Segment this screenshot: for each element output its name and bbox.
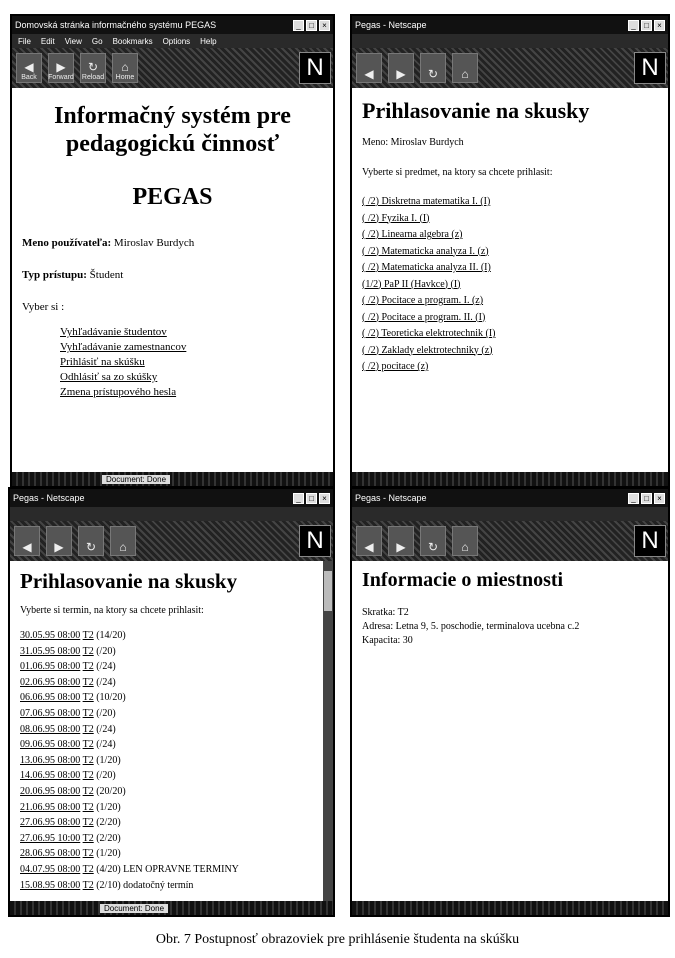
menu-go[interactable]: Go [91, 36, 103, 46]
minimize-button[interactable]: _ [293, 20, 304, 31]
room-link[interactable]: T2 [82, 692, 94, 704]
term-info: (2/20) [96, 832, 121, 844]
forward-label: Forward [48, 74, 74, 81]
page-title: Prihlasovanie na skusky [362, 98, 590, 123]
status-bar [12, 472, 333, 486]
menu-bar [352, 507, 668, 521]
link-unregister-exam[interactable]: Odhlásiť sa zo skúšky [60, 371, 158, 383]
term-date-link[interactable]: 04.07.95 08:00 [20, 863, 81, 875]
back-arrow-icon: ◀ [22, 540, 32, 554]
title-bar [352, 489, 668, 507]
back-button[interactable] [14, 526, 40, 556]
link-search-students[interactable]: Vyhľadávanie študentov [60, 326, 167, 338]
home-button[interactable] [112, 53, 138, 83]
home-icon: ⌂ [461, 67, 469, 81]
room-link[interactable]: T2 [82, 785, 94, 797]
netscape-logo-icon: N [634, 52, 666, 84]
close-button[interactable]: × [319, 20, 330, 31]
term-info: (/20) [96, 645, 116, 657]
page-content [12, 88, 333, 408]
forward-arrow-icon: ▶ [396, 540, 406, 554]
menu-bookmarks[interactable]: Bookmarks [112, 36, 153, 46]
list-item [20, 675, 323, 691]
status-text: Document: Done [102, 475, 170, 484]
maximize-button[interactable]: □ [306, 20, 317, 31]
page-title: Informačný systém pre pedagogickú činnosť [54, 103, 291, 157]
subject-list [362, 194, 658, 376]
close-button[interactable]: × [654, 20, 665, 31]
list-item [20, 644, 323, 660]
forward-button[interactable] [388, 526, 414, 556]
minimize-button[interactable]: _ [628, 493, 639, 504]
page-title: Prihlasovanie na skusky [20, 569, 238, 593]
title-bar [12, 16, 333, 34]
term-date-link[interactable]: 30.05.95 08:00 [20, 630, 81, 641]
term-info: (14/20) [96, 630, 126, 641]
room-link[interactable]: T2 [82, 801, 94, 813]
forward-arrow-icon: ▶ [56, 60, 66, 74]
toolbar [12, 48, 333, 88]
home-button[interactable] [452, 526, 478, 556]
home-icon: ⌂ [461, 540, 469, 554]
subject-prompt: Vyberte si predmet, na ktory sa chcete prihlasit: [362, 167, 553, 178]
status-bar [352, 472, 668, 486]
subject-link[interactable]: ( /2) Matematicka analyza I. (z) [362, 245, 489, 257]
subject-link[interactable]: ( /2) Diskretna matematika I. (I) [362, 196, 491, 207]
list-item [20, 737, 323, 753]
subject-link[interactable]: (1/2) PaP II (Havkce) (I) [362, 278, 461, 290]
term-info: (1/20) [96, 848, 121, 860]
maximize-button[interactable]: □ [306, 493, 317, 504]
list-item [20, 722, 323, 738]
room-link[interactable]: T2 [82, 707, 94, 719]
room-link[interactable]: T2 [82, 754, 94, 766]
reload-label: Reload [81, 74, 105, 81]
list-item [20, 753, 323, 769]
link-register-exam[interactable]: Prihlásiť na skúšku [60, 356, 145, 368]
term-date-link[interactable]: 08.06.95 08:00 [20, 723, 81, 735]
back-arrow-icon: ◀ [364, 540, 374, 554]
status-bar [10, 901, 333, 915]
term-info: (2/10) dodatočný termín [96, 879, 194, 891]
list-item [20, 800, 323, 816]
room-link[interactable]: T2 [82, 661, 94, 673]
list-item [20, 862, 323, 878]
term-info: (/24) [96, 661, 116, 673]
home-label: Home [115, 74, 135, 81]
menu-file[interactable]: File [18, 36, 31, 46]
home-button[interactable] [452, 53, 478, 83]
minimize-button[interactable]: _ [628, 20, 639, 31]
back-arrow-icon: ◀ [24, 60, 34, 74]
access-value: Študent [89, 269, 124, 281]
window-room-info [350, 487, 670, 917]
room-link[interactable]: T2 [82, 832, 94, 844]
term-prompt: Vyberte si termin, na ktory sa chcete prihlasit: [20, 605, 204, 616]
room-capacity: Kapacita: 30 [362, 635, 413, 646]
reload-icon: ↻ [85, 540, 97, 554]
list-item [20, 706, 323, 722]
title-bar [10, 489, 333, 507]
term-date-link[interactable]: 28.06.95 08:00 [20, 848, 81, 860]
term-info: (1/20) [96, 801, 121, 813]
room-link[interactable]: T2 [82, 863, 94, 875]
term-date-link[interactable]: 14.06.95 08:00 [20, 770, 81, 782]
list-item [20, 784, 323, 800]
room-abbrev: Skratka: T2 [362, 607, 409, 618]
home-icon: ⌂ [121, 60, 129, 74]
subject-link[interactable]: ( /2) Pocitace a program. II. (I) [362, 311, 486, 323]
forward-arrow-icon: ▶ [396, 67, 406, 81]
back-button[interactable] [356, 53, 382, 83]
term-date-link[interactable]: 20.06.95 08:00 [20, 785, 81, 797]
list-item [20, 628, 323, 644]
reload-icon: ↻ [427, 540, 439, 554]
subject-link[interactable]: ( /2) Zaklady elektrotechniky (z) [362, 344, 493, 356]
reload-icon: ↻ [427, 67, 439, 81]
list-item [20, 815, 323, 831]
term-info: (/24) [96, 739, 116, 751]
back-button[interactable] [16, 53, 42, 83]
subject-link[interactable]: ( /2) Pocitace a program. I. (z) [362, 295, 484, 306]
pegas-title: PEGAS [132, 184, 213, 210]
list-item [20, 659, 323, 675]
room-link[interactable]: T2 [82, 879, 94, 891]
status-text: Document: Done [100, 904, 168, 913]
window-title: Pegas - Netscape [355, 493, 427, 503]
term-date-link[interactable]: 15.08.95 08:00 [20, 879, 81, 891]
toolbar [352, 48, 668, 88]
user-line [22, 237, 323, 249]
window-title: Domovská stránka informačného systému PEGAS [15, 20, 217, 30]
page-content [352, 561, 668, 656]
menu-bar [352, 34, 668, 48]
subject-link[interactable]: ( /2) pocitace (z) [362, 361, 429, 372]
room-link[interactable]: T2 [82, 723, 94, 735]
term-date-link[interactable]: 27.06.95 08:00 [20, 817, 81, 829]
subject-link[interactable]: ( /2) Teoreticka elektrotechnik (I) [362, 328, 496, 339]
term-date-link[interactable]: 21.06.95 08:00 [20, 801, 81, 813]
menu-links [60, 325, 323, 400]
user-label: Meno používateľa: [22, 237, 112, 249]
link-change-password[interactable]: Zmena prístupového hesla [60, 386, 177, 398]
term-date-link[interactable]: 31.05.95 08:00 [20, 645, 81, 657]
close-button[interactable]: × [654, 493, 665, 504]
reload-button[interactable] [420, 53, 446, 83]
term-date-link[interactable]: 27.06.95 10:00 [20, 832, 81, 844]
menu-bar [10, 507, 333, 521]
room-address: Adresa: Letna 9, 5. poschodie, terminalova ucebna c.2 [362, 621, 580, 632]
subject-link[interactable]: ( /2) Matematicka analyza II. (I) [362, 262, 491, 273]
room-link[interactable]: T2 [82, 676, 94, 688]
netscape-logo-icon: N [634, 525, 666, 557]
room-link[interactable]: T2 [82, 645, 94, 657]
window-title: Pegas - Netscape [13, 493, 85, 503]
close-button[interactable]: × [319, 493, 330, 504]
term-info: (2/20) [96, 817, 121, 829]
link-search-employees[interactable]: Vyhľadávanie zamestnancov [60, 341, 187, 353]
list-item [20, 878, 323, 894]
term-info: (1/20) [96, 754, 121, 766]
netscape-logo-icon: N [299, 52, 331, 84]
term-info: (4/20) LEN OPRAVNE TERMINY [96, 863, 239, 875]
menu-bar [12, 34, 333, 48]
room-link[interactable]: T2 [82, 817, 94, 829]
menu-view[interactable]: View [64, 36, 82, 46]
choose-label: Vyber si : [22, 301, 65, 313]
back-arrow-icon: ◀ [364, 67, 374, 81]
forward-button[interactable] [48, 53, 74, 83]
menu-options[interactable]: Options [162, 36, 191, 46]
term-date-link[interactable]: 13.06.95 08:00 [20, 754, 81, 766]
list-item [20, 768, 323, 784]
name-line: Meno: Miroslav Burdych [362, 137, 464, 148]
list-item [20, 831, 323, 847]
page-content [10, 561, 333, 901]
access-label: Typ prístupu: [22, 269, 87, 281]
user-name: Miroslav Burdych [113, 237, 195, 249]
room-link[interactable]: T2 [82, 630, 94, 641]
term-info: (/24) [96, 676, 116, 688]
page-content [352, 88, 668, 384]
window-title: Pegas - Netscape [355, 20, 427, 30]
subject-link[interactable]: ( /2) Fyzika I. (I) [362, 212, 430, 224]
term-info: (/24) [96, 723, 116, 735]
maximize-button[interactable]: □ [641, 493, 652, 504]
list-item [20, 690, 323, 706]
term-info: (/20) [96, 707, 116, 719]
window-terms [8, 487, 335, 917]
home-icon: ⌂ [119, 540, 127, 554]
term-date-link[interactable]: 02.06.95 08:00 [20, 676, 81, 688]
title-bar [352, 16, 668, 34]
term-info: (10/20) [96, 692, 126, 704]
window-subjects [350, 14, 670, 488]
toolbar [10, 521, 333, 561]
forward-arrow-icon: ▶ [54, 540, 64, 554]
menu-edit[interactable]: Edit [40, 36, 55, 46]
term-info: (/20) [96, 770, 116, 782]
term-list [20, 628, 323, 893]
netscape-logo-icon: N [299, 525, 331, 557]
back-button[interactable] [356, 526, 382, 556]
page-title: Informacie o miestnosti [362, 569, 564, 591]
figure-caption: Obr. 7 Postupnosť obrazoviek pre prihlásenie študenta na skúšku [155, 932, 520, 947]
toolbar [352, 521, 668, 561]
home-button[interactable] [110, 526, 136, 556]
forward-button[interactable] [46, 526, 72, 556]
room-link[interactable]: T2 [82, 848, 94, 860]
vertical-scrollbar[interactable] [323, 561, 333, 901]
reload-button[interactable] [420, 526, 446, 556]
subject-link[interactable]: ( /2) Linearna algebra (z) [362, 229, 463, 240]
back-label: Back [21, 74, 37, 81]
reload-button[interactable] [80, 53, 106, 83]
term-date-link[interactable]: 06.06.95 08:00 [20, 692, 81, 704]
reload-button[interactable] [78, 526, 104, 556]
access-line [22, 269, 323, 281]
term-date-link[interactable]: 09.06.95 08:00 [20, 739, 81, 751]
minimize-button[interactable]: _ [293, 493, 304, 504]
term-date-link[interactable]: 01.06.95 08:00 [20, 661, 81, 673]
status-bar [352, 901, 668, 915]
room-link[interactable]: T2 [82, 770, 94, 782]
maximize-button[interactable]: □ [641, 20, 652, 31]
list-item [20, 846, 323, 862]
room-link[interactable]: T2 [82, 739, 94, 751]
term-info: (20/20) [96, 785, 126, 797]
forward-button[interactable] [388, 53, 414, 83]
menu-help[interactable]: Help [200, 36, 217, 46]
reload-icon: ↻ [87, 60, 99, 74]
window-pegas-home [10, 14, 335, 488]
scroll-thumb[interactable] [324, 571, 332, 611]
term-date-link[interactable]: 07.06.95 08:00 [20, 707, 81, 719]
